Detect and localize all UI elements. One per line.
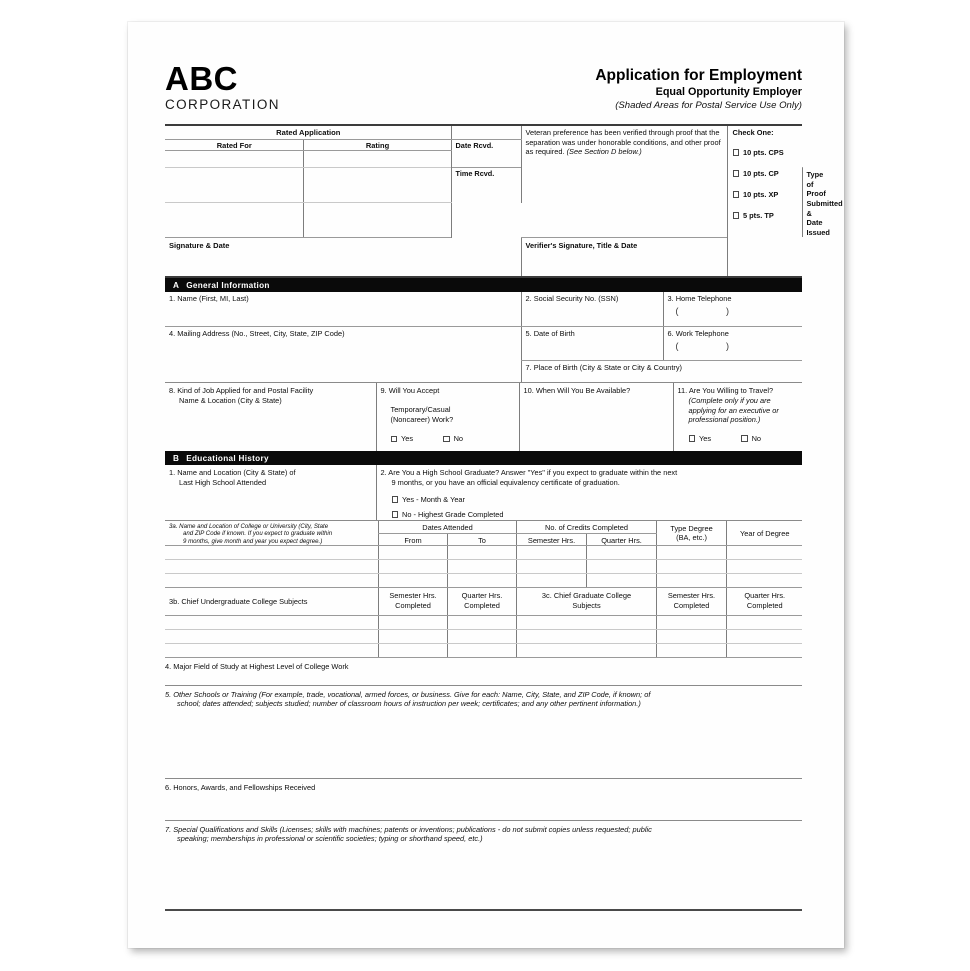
cell-type-degree[interactable] [656, 546, 726, 560]
field-honors-awards-label: 6. Honors, Awards, and Fellowships Received [165, 782, 316, 792]
rated-for-input-1[interactable] [165, 151, 303, 168]
col-grad-semester [656, 588, 726, 615]
signature-input-area[interactable] [165, 250, 521, 276]
field-place-of-birth[interactable]: 7. Place of Birth (City & State or City & Country) [521, 360, 802, 382]
cell-from[interactable] [378, 560, 447, 574]
field-special-qualifications[interactable] [165, 821, 802, 909]
col-grad-quarter-l2: Completed [746, 601, 783, 610]
veteran-option-label: 10 pts. CPS [743, 147, 784, 157]
cell-type-degree[interactable] [656, 574, 726, 588]
cell-semester-hrs[interactable] [516, 560, 586, 574]
col-undergrad-semester [378, 588, 447, 615]
rating-input-3[interactable] [303, 203, 451, 238]
college-history-table [165, 521, 802, 589]
time-rcvd-field[interactable]: Time Rcvd. [451, 168, 521, 238]
signature-row [165, 237, 802, 250]
paper-sheet [128, 22, 844, 948]
cell-type-degree[interactable] [656, 560, 726, 574]
cell-grad-semester[interactable] [656, 643, 726, 657]
check-one-cell [727, 126, 802, 276]
accept-no-label: No [453, 434, 464, 444]
field-will-you-accept-line3: (Noncareer) Work? [390, 414, 454, 424]
form-title-block [595, 67, 802, 112]
field-mailing-address[interactable]: 4. Mailing Address (No., Street, City, State, ZIP Code) [169, 328, 345, 338]
cell-quarter-hrs[interactable] [586, 574, 656, 588]
cell-undergrad-quarter[interactable] [447, 615, 516, 629]
col-undergrad-quarter-l1: Quarter Hrs. [461, 591, 503, 601]
cell-grad-quarter[interactable] [726, 615, 802, 629]
col-grad-quarter [726, 588, 802, 615]
field-special-qual-line1: 7. Special Qualifications and Skills (Licenses; skills with machines; patents or inventions; publications - do not submit copies unless requested; public [165, 824, 652, 834]
col-type-degree-line1: Type Degree [670, 523, 713, 533]
field-kind-of-job-line1: 8. Kind of Job Applied for and Postal Facility [169, 386, 314, 396]
veteran-option-cps[interactable] [733, 147, 799, 158]
field-when-available[interactable]: 10. When Will You Be Available? [519, 383, 673, 451]
field-last-high-school-line1: 1. Name and Location (City & State) of [169, 468, 296, 478]
section-a-header [165, 278, 802, 292]
field-3a-line1: 3a. Name and Location of College or University (City, State [169, 522, 329, 530]
checkbox-icon[interactable] [689, 435, 696, 442]
cell-grad-semester[interactable] [656, 629, 726, 643]
col-to: To [447, 533, 516, 546]
college-subjects-table [165, 588, 802, 658]
section-b-header [165, 451, 802, 465]
field-other-schools-line1: 5. Other Schools or Training (For example, trade, vocational, armed forces, or business. Give for each: Name, City, State, and ZIP Code, if known; of [165, 689, 651, 699]
hs-option-yes[interactable] [381, 494, 800, 505]
travel-yesno-group[interactable] [678, 433, 800, 444]
col-year-of-degree: Year of Degree [726, 521, 802, 546]
row-name-ssn-homephone [165, 292, 802, 326]
college-header-row-1 [165, 521, 802, 533]
col-grad-semester-l1: Semester Hrs. [667, 591, 716, 601]
checkbox-icon[interactable] [733, 212, 740, 219]
table-row[interactable] [165, 643, 802, 657]
date-rcvd-field[interactable]: Date Rcvd. [451, 139, 521, 168]
field-graduate-subjects-l2: Subjects [572, 601, 601, 610]
field-major-field-label: 4. Major Field of Study at Highest Level of College Work [165, 661, 349, 671]
verifier-input-area[interactable] [521, 250, 727, 276]
col-dates-attended: Dates Attended [378, 521, 516, 533]
employment-application-form [165, 60, 843, 911]
verifier-signature-field[interactable]: Verifier's Signature, Title & Date [521, 237, 727, 250]
table-row[interactable] [165, 560, 802, 574]
date-rcvd-spacer [451, 126, 521, 139]
checkbox-icon[interactable] [733, 170, 740, 177]
rating-input-1[interactable] [303, 151, 451, 168]
phone-paren-marks: ( ) [675, 340, 739, 351]
cell-graduate-subject[interactable] [516, 629, 656, 643]
veteran-statement-text: Veteran preference has been verified through proof that the separation was under honorable conditions, and other proof as required. [525, 128, 721, 157]
accept-yes-label: Yes [401, 434, 414, 444]
cell-undergrad-subject[interactable] [165, 629, 378, 643]
section-b-title: Educational History [186, 453, 269, 463]
cell-undergrad-semester[interactable] [378, 629, 447, 643]
travel-yes-label: Yes [699, 433, 712, 443]
field-will-you-accept-line2: Temporary/Casual [390, 405, 451, 415]
field-other-schools[interactable] [165, 686, 802, 778]
field-graduate-subjects [516, 588, 656, 615]
section-b-school-table [165, 465, 802, 519]
veteran-option-xp[interactable] [733, 189, 799, 200]
cell-graduate-subject[interactable] [516, 643, 656, 657]
cell-undergrad-quarter[interactable] [447, 643, 516, 657]
field-travel-line4: professional position.) [688, 415, 761, 425]
field-3a-line2: and ZIP Code if known. If you expect to graduate within [183, 530, 333, 538]
field-undergrad-subjects: 3b. Chief Undergraduate College Subjects [165, 588, 378, 615]
rating-header: Rating [303, 139, 451, 151]
brand-subtitle: CORPORATION [165, 97, 280, 112]
col-undergrad-semester-l2: Completed [395, 601, 431, 610]
checkbox-icon[interactable] [392, 511, 399, 518]
field-work-telephone[interactable] [663, 326, 802, 360]
cell-grad-quarter[interactable] [726, 643, 802, 657]
row-job-availability-travel [165, 383, 802, 451]
rated-for-input-3[interactable] [165, 203, 303, 238]
cell-to[interactable] [447, 546, 516, 560]
field-major-field-of-study[interactable] [165, 658, 802, 685]
field-last-high-school[interactable] [165, 465, 376, 519]
row-highschool [165, 465, 802, 519]
field-graduate-subjects-l1: 3c. Chief Graduate College [541, 591, 632, 601]
section-a-title: General Information [186, 280, 270, 290]
subjects-header-row [165, 588, 802, 615]
field-work-telephone-label: 6. Work Telephone [667, 328, 729, 338]
section-a-table [165, 292, 802, 382]
field-will-you-accept-line1: 9. Will You Accept [380, 386, 440, 396]
rated-for-header: Rated For [165, 139, 303, 151]
col-grad-quarter-l1: Quarter Hrs. [744, 591, 786, 601]
accept-yesno-group[interactable] [381, 433, 516, 444]
cell-college-name[interactable] [165, 546, 378, 560]
field-will-you-accept[interactable] [376, 383, 519, 451]
cell-undergrad-semester[interactable] [378, 643, 447, 657]
veteran-option-label: 10 pts. XP [743, 189, 779, 199]
rated-application-table [165, 126, 843, 276]
cell-from[interactable] [378, 546, 447, 560]
cell-from[interactable] [378, 574, 447, 588]
col-type-degree-line2: (BA, etc.) [676, 533, 707, 543]
field-travel-line1: 11. Are You Willing to Travel? [677, 386, 774, 396]
col-undergrad-quarter-l2: Completed [464, 601, 500, 610]
cell-undergrad-subject[interactable] [165, 615, 378, 629]
cell-year-degree[interactable] [726, 546, 802, 560]
cell-grad-quarter[interactable] [726, 629, 802, 643]
section-b-letter: B [173, 453, 180, 463]
checkbox-icon[interactable] [391, 436, 398, 443]
field-travel-line2: (Complete only if you are [688, 396, 771, 406]
checkbox-icon[interactable] [443, 436, 450, 443]
field-honors-awards[interactable] [165, 779, 802, 820]
form-subtitle: Equal Opportunity Employer [655, 86, 802, 98]
cell-undergrad-semester[interactable] [378, 615, 447, 629]
veteran-statement-cell [521, 126, 727, 203]
field-kind-of-job-line2: Name & Location (City & State) [179, 396, 282, 406]
field-name[interactable]: 1. Name (First, MI, Last) [165, 292, 521, 326]
veteran-option-cp[interactable] [733, 168, 799, 179]
form-usage-note: (Shaded Areas for Postal Service Use Only) [615, 100, 802, 111]
veteran-option-label: 10 pts. CP [743, 168, 779, 178]
cell-college-name[interactable] [165, 574, 378, 588]
section-a-letter: A [173, 280, 180, 290]
col-type-degree [656, 521, 726, 546]
field-hs-graduate-line2: 9 months, or you have an official equivalency certificate of graduation. [391, 478, 620, 488]
col-from: From [378, 533, 447, 546]
field-travel-line3: applying for an executive or [688, 405, 779, 415]
cell-grad-semester[interactable] [656, 615, 726, 629]
cell-to[interactable] [447, 560, 516, 574]
checkbox-icon[interactable] [733, 149, 740, 156]
phone-paren-marks: ( ) [675, 306, 739, 317]
field-special-qual-line2: speaking; memberships in professional or scientific societies; typing or shorthand speed, etc.) [177, 834, 483, 844]
cell-to[interactable] [447, 574, 516, 588]
checkbox-icon[interactable] [733, 191, 740, 198]
signature-date-field[interactable]: Signature & Date [169, 240, 230, 250]
travel-no-label: No [751, 433, 762, 443]
rated-entry-row-2: Time Rcvd. Type of Proof Submitted & Date Issued [165, 168, 802, 203]
field-kind-of-job[interactable] [165, 383, 376, 451]
col-undergrad-quarter [447, 588, 516, 615]
field-hs-graduate-line1: 2. Are You a High School Graduate? Answer "Yes" if you expect to graduate within the next [380, 468, 678, 478]
table-row[interactable] [165, 615, 802, 629]
form-masthead [165, 62, 802, 124]
table-row[interactable] [165, 629, 802, 643]
company-logo [165, 62, 280, 112]
table-row[interactable] [165, 574, 802, 588]
field-home-telephone[interactable] [663, 292, 802, 326]
col-undergrad-semester-l1: Semester Hrs. [389, 591, 437, 601]
field-ssn[interactable]: 2. Social Security No. (SSN) [521, 292, 663, 326]
field-college-name [165, 521, 378, 546]
cell-quarter-hrs[interactable] [586, 560, 656, 574]
rated-application-heading: Rated Application [165, 126, 451, 139]
table-row[interactable] [165, 546, 802, 560]
field-last-high-school-line2: Last High School Attended [179, 478, 267, 488]
veteran-statement-ref: (See Section D below.) [566, 147, 642, 157]
hs-option-no-label: No - Highest Grade Completed [402, 509, 504, 519]
cell-undergrad-subject[interactable] [165, 643, 378, 657]
col-grad-semester-l2: Completed [673, 601, 710, 610]
rated-for-input-2[interactable] [165, 168, 303, 203]
hs-option-yes-label: Yes - Month & Year [402, 494, 465, 504]
veteran-option-tp[interactable] [733, 210, 799, 221]
field-hs-graduate[interactable] [376, 465, 802, 519]
rating-input-2[interactable] [303, 168, 451, 203]
row-address-dob-workphone [165, 326, 802, 360]
rated-heading-row [165, 126, 802, 139]
checkbox-icon[interactable] [392, 496, 399, 503]
cell-semester-hrs[interactable] [516, 574, 586, 588]
form-closing-divider [165, 909, 802, 911]
cell-year-degree[interactable] [726, 560, 802, 574]
checkbox-icon[interactable] [741, 435, 748, 442]
veteran-option-label: 5 pts. TP [743, 210, 774, 220]
col-credits-completed: No. of Credits Completed [516, 521, 656, 533]
field-willing-to-travel[interactable] [673, 383, 802, 451]
cell-year-degree[interactable] [726, 574, 802, 588]
field-home-telephone-label: 3. Home Telephone [667, 294, 732, 304]
col-semester-hrs: Semester Hrs. [516, 533, 586, 546]
section-a-jobs-table [165, 383, 802, 451]
cell-college-name[interactable] [165, 560, 378, 574]
signature-blank-row [165, 250, 802, 276]
brand-name: ABC [165, 60, 238, 97]
field-other-schools-line2: school; dates attended; subjects studied; number of classroom hours of instruction per week; certificates; and any other pertinent information.) [177, 699, 641, 709]
col-quarter-hrs: Quarter Hrs. [586, 533, 656, 546]
cell-semester-hrs[interactable] [516, 546, 586, 560]
field-3a-line3: 9 months, give month and year you expect degree.) [183, 537, 323, 545]
field-date-of-birth[interactable]: 5. Date of Birth [521, 326, 663, 360]
hs-option-no[interactable] [381, 509, 800, 520]
cell-quarter-hrs[interactable] [586, 546, 656, 560]
page-title: Application for Employment [595, 67, 802, 84]
check-one-label: Check One: [732, 128, 774, 137]
cell-undergrad-quarter[interactable] [447, 629, 516, 643]
cell-graduate-subject[interactable] [516, 615, 656, 629]
